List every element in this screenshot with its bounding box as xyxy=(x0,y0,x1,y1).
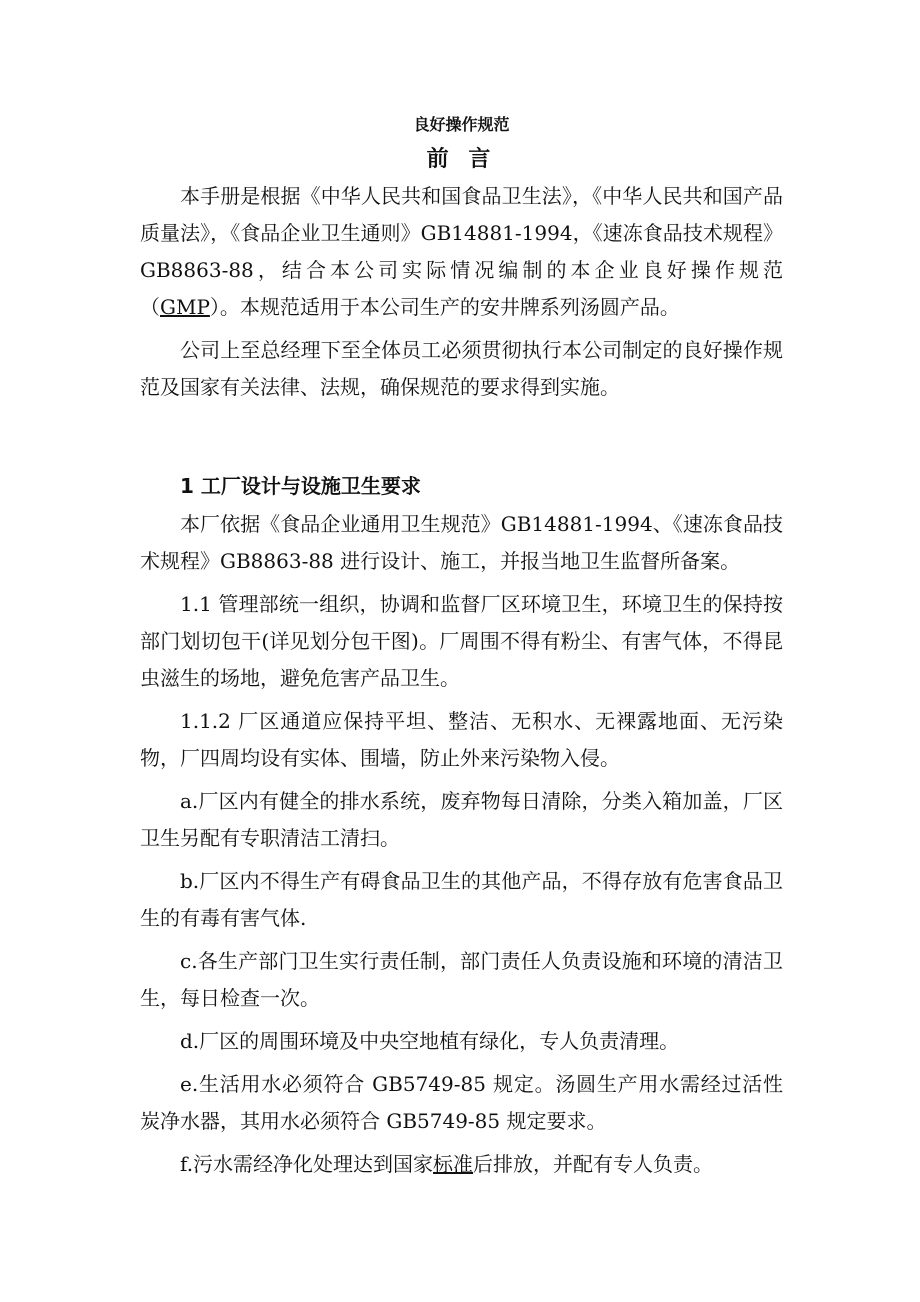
section-1-intro: 本厂依据《食品企业通用卫生规范》GB14881-1994、《速冻食品技术规程》GB8863-88 进行设计、施工，并报当地卫生监督所备案。 xyxy=(140,512,783,573)
item-f-text-b: 后排放，并配有专人负责。 xyxy=(473,1152,714,1176)
item-f-text-a: f.污水需经净化处理达到国家 xyxy=(180,1152,434,1176)
document-page xyxy=(140,108,783,1183)
item-e: e.生活用水必须符合 GB5749-85 规定。汤圆生产用水需经过活性炭净水器，其用水必须符合 GB5749-85 规定要求。 xyxy=(140,1072,783,1133)
standard-term: 标准 xyxy=(433,1152,474,1176)
clause-1-1: 1.1 管理部统一组织，协调和监督厂区环境卫生，环境卫生的保持按部门划切包干(详见划分包干图)。厂周围不得有粉尘、有害气体，不得昆虫滋生的场地，避免危害产品卫生。 xyxy=(140,592,783,690)
item-f xyxy=(140,1146,783,1183)
preface-paragraph-2: 公司上至总经理下至全体员工必须贯彻执行本公司制定的良好操作规范及国家有关法律、法规，确保规范的要求得到实施。 xyxy=(140,338,783,399)
preface-p1-text-b: ）。本规范适用于本公司生产的安井牌系列汤圆产品。 xyxy=(209,295,680,319)
clause-1-1-2: 1.1.2 厂区通道应保持平坦、整洁、无积水、无裸露地面、无污染物，厂四周均设有实体、围墙，防止外来污染物入侵。 xyxy=(140,709,783,770)
item-b: b.厂区内不得生产有碍食品卫生的其他产品，不得存放有危害食品卫生的有毒有害气体. xyxy=(140,869,783,930)
section-1-heading: 1 工厂设计与设施卫生要求 xyxy=(180,474,421,498)
gmp-term: GMP xyxy=(160,295,210,319)
preface-heading: 前 言 xyxy=(426,147,497,172)
document-title: 良好操作规范 xyxy=(413,115,510,134)
item-a: a.厂区内有健全的排水系统，废弃物每日清除，分类入箱加盖，厂区卫生另配有专职清洁工清扫。 xyxy=(140,789,783,850)
preface-p1-text-a: 本手册是根据《中华人民共和国食品卫生法》，《中华人民共和国产品质量法》，《食品企业卫生通则》GB14881-1994，《速冻食品技术规程》GB8863-88，结合本公司实际情况编制的本企业良好操作规范（ xyxy=(140,184,783,319)
item-c: c.各生产部门卫生实行责任制，部门责任人负责设施和环境的清洁卫生，每日检查一次。 xyxy=(140,949,783,1010)
preface-paragraph-1 xyxy=(140,178,783,326)
item-d: d.厂区的周围环境及中央空地植有绿化，专人负责清理。 xyxy=(180,1029,680,1053)
